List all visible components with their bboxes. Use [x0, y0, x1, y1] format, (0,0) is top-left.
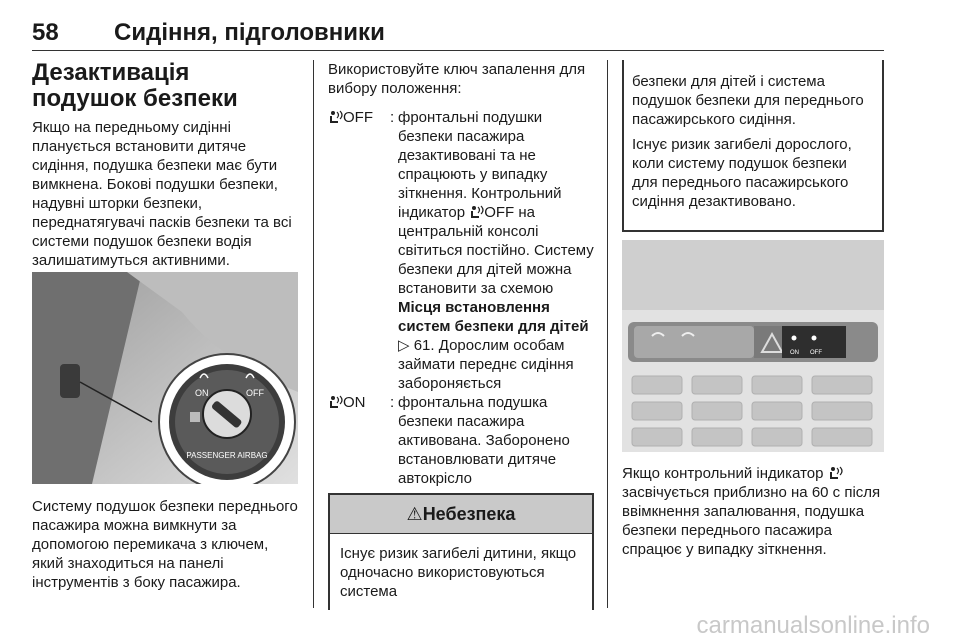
column-1 — [32, 60, 300, 270]
airbag-switch-illustration — [32, 272, 298, 484]
definition-on: ON : фронтальна подушка безпеки пасажира активована. Заборонено встановлювати дитяче автокрісло — [328, 393, 594, 488]
center-console-illustration — [622, 240, 884, 452]
page-title: Сидіння, підголовники — [114, 19, 385, 46]
page-header — [32, 16, 884, 51]
column-divider — [313, 60, 314, 608]
danger-warning-box — [328, 493, 594, 610]
child-seat-link[interactable]: Місця встановлення систем безпеки для дітей — [398, 299, 589, 335]
page-reference[interactable]: 61. — [413, 337, 435, 354]
indicator-paragraph: Якщо контрольний індикатор засвічується приблизно на 60 с після ввімкнення запалювання, подушка безпеки переднього пасажира спрацює у випадку зіткнення. — [622, 465, 881, 558]
position-definitions — [328, 108, 594, 488]
airbag-seat-icon — [328, 395, 343, 409]
airbag-seat-icon — [469, 205, 484, 219]
page-number: 58 — [32, 19, 59, 46]
airbag-seat-icon — [828, 466, 843, 480]
warning-header — [330, 495, 592, 534]
column-2 — [328, 60, 594, 98]
warning-title: Небезпека — [422, 503, 516, 524]
term-off: OFF — [328, 108, 390, 127]
warning-text: Існує ризик загибелі дитини, якщо одночасно використовуються система — [340, 545, 577, 600]
warning-continued-text: безпеки для дітей і система подушок безпеки для переднього пасажирського сидіння. Існує ризик загибелі дорослого, коли систему подушок безпеки для переднього пасажирського сидіння дезактивовано. — [632, 73, 864, 210]
switch-label-off: OFF — [246, 388, 264, 398]
switch-label-on: ON — [195, 388, 209, 398]
danger-warning-continued — [622, 60, 884, 232]
section-heading: Дезактивація подушок безпеки — [32, 59, 238, 112]
airbag-seat-icon — [328, 110, 343, 124]
key-position-intro: Використовуйте ключ запалення для вибору положення: — [328, 61, 586, 97]
switch-panel-label: PASSENGER AIRBAG — [186, 451, 268, 460]
indicator-label-off: OFF — [810, 350, 822, 356]
center-console-photo — [622, 240, 884, 452]
airbag-switch-photo — [32, 272, 298, 484]
page-ref-arrow-icon: ▷ — [398, 337, 410, 354]
definition-on-text: фронтальна подушка безпеки пасажира активована. Заборонено встановлювати дитяче автокрісло — [398, 394, 570, 487]
switch-paragraph: Систему подушок безпеки переднього пасажира можна вимкнути за допомогою перемикача з ключем, який знаходиться на панелі інструментів з боку пасажира. — [32, 498, 298, 591]
intro-paragraph: Якщо на передньому сидінні планується встановити дитяче сидіння, подушка безпеки має бути вимкнена. Бокові подушки безпеки, надувні шторки безпеки, переднатягувачі пасків безпеки та всі системи подушок безпеки водія залишатимуться активними. — [32, 119, 292, 269]
definition-off-text: фронтальні подушки безпеки пасажира дезактивовані та не спрацюють у випадку зіткнення. Контрольний індикатор OFF на центральній консолі світиться постійно. Систему безпеки для дітей можна встановити за схемою Місця встановлення систем безпеки для дітей ▷ 61. Дорослим особам займати переднє сидіння забороняється — [398, 109, 594, 392]
watermark: carmanualsonline.info — [696, 612, 930, 639]
warning-triangle-icon: ⚠ — [406, 503, 423, 524]
indicator-label-on: ON — [790, 350, 799, 356]
column-divider — [607, 60, 608, 608]
term-on: ON — [328, 393, 390, 412]
column-1-bottom — [32, 497, 300, 592]
definition-off: OFF : фронтальні подушки безпеки пасажира дезактивовані та не спрацюють у випадку зіткнення. Контрольний індикатор OFF на центральній консолі світиться постійно. Систему безпеки для дітей можна встановити за схемою Місця встановлення систем безпеки для дітей ▷ 61. Дорослим особам займати переднє сидіння забороняється — [328, 108, 594, 393]
